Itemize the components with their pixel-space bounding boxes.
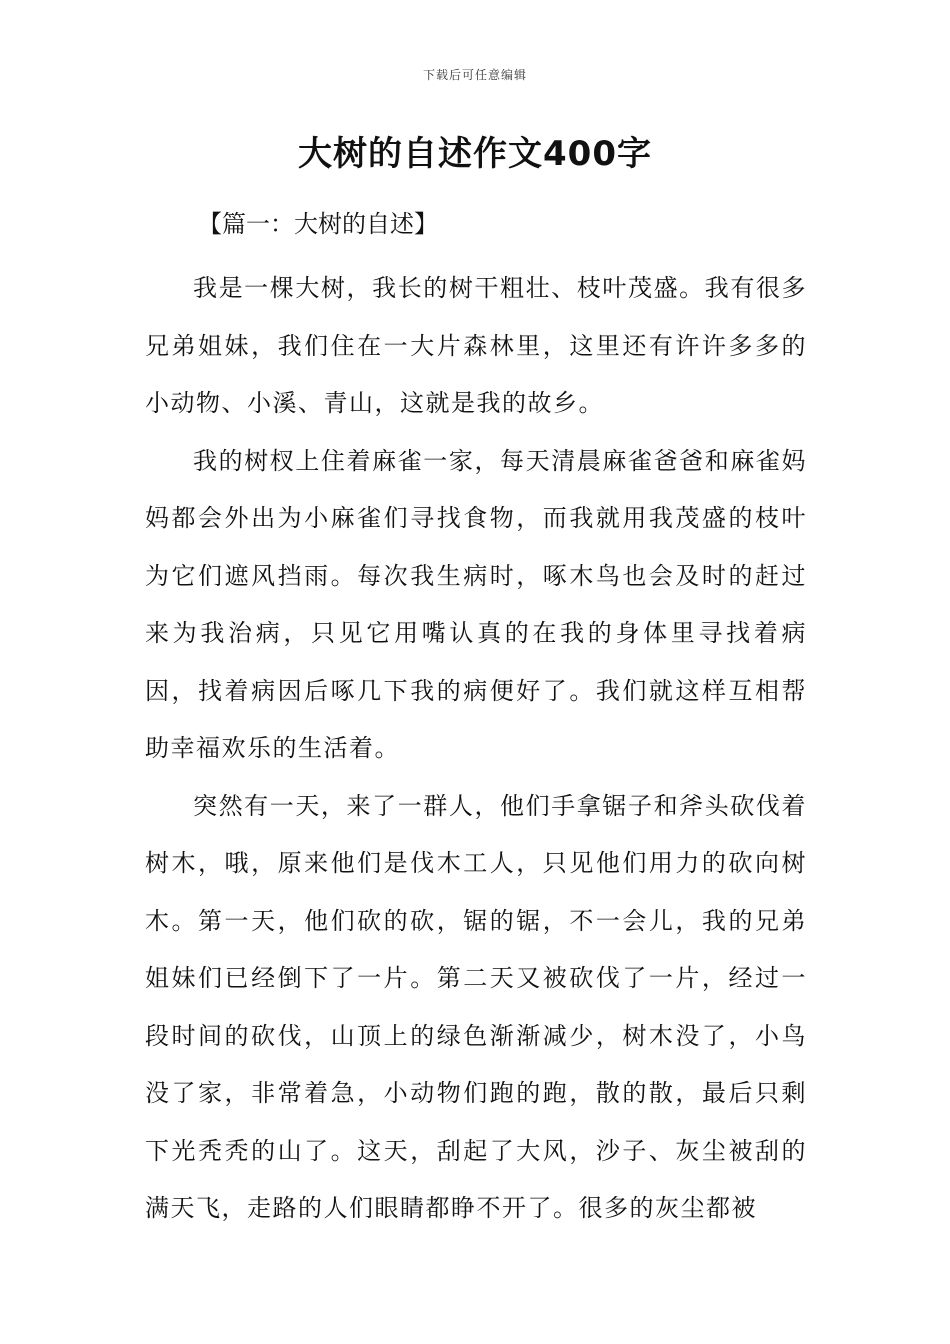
paragraph-2: 我的树杈上住着麻雀一家，每天清晨麻雀爸爸和麻雀妈妈都会外出为小麻雀们寻找食物，而我就用我茂盛的枝叶为它们遮风挡雨。每次我生病时，啄木鸟也会及时的赶过来为我治病，只见它用嘴认真的在我的身体里寻找着病因，找着病因后啄几下我的病便好了。我们就这样互相帮助幸福欢乐的生活着。	[145, 446, 807, 762]
paragraph-1: 我是一棵大树，我长的树干粗壮、枝叶茂盛。我有很多兄弟姐妹，我们住在一大片森林里，这里还有许许多多的小动物、小溪、青山，这就是我的故乡。	[145, 274, 807, 417]
document-title: 大树的自述作文400字	[298, 134, 652, 174]
section-heading: 【篇一：大树的自述】	[198, 210, 438, 238]
paragraph-3: 突然有一天，来了一群人，他们手拿锯子和斧头砍伐着树木，哦，原来他们是伐木工人，只见他们用力的砍向树木。第一天，他们砍的砍，锯的锯，不一会儿，我的兄弟姐妹们已经倒下了一片。第二天又被砍伐了一片，经过一段时间的砍伐，山顶上的绿色渐渐减少，树木没了，小鸟没了家，非常着急，小动物们跑的跑，散的散，最后只剩下光秃秃的山了。这天，刮起了大风，沙子、灰尘被刮的满天飞，走路的人们眼睛都睁不开了。很多的灰尘都被	[145, 791, 807, 1222]
header-note: 下载后可任意编辑	[422, 68, 527, 82]
document-body	[145, 260, 807, 1238]
